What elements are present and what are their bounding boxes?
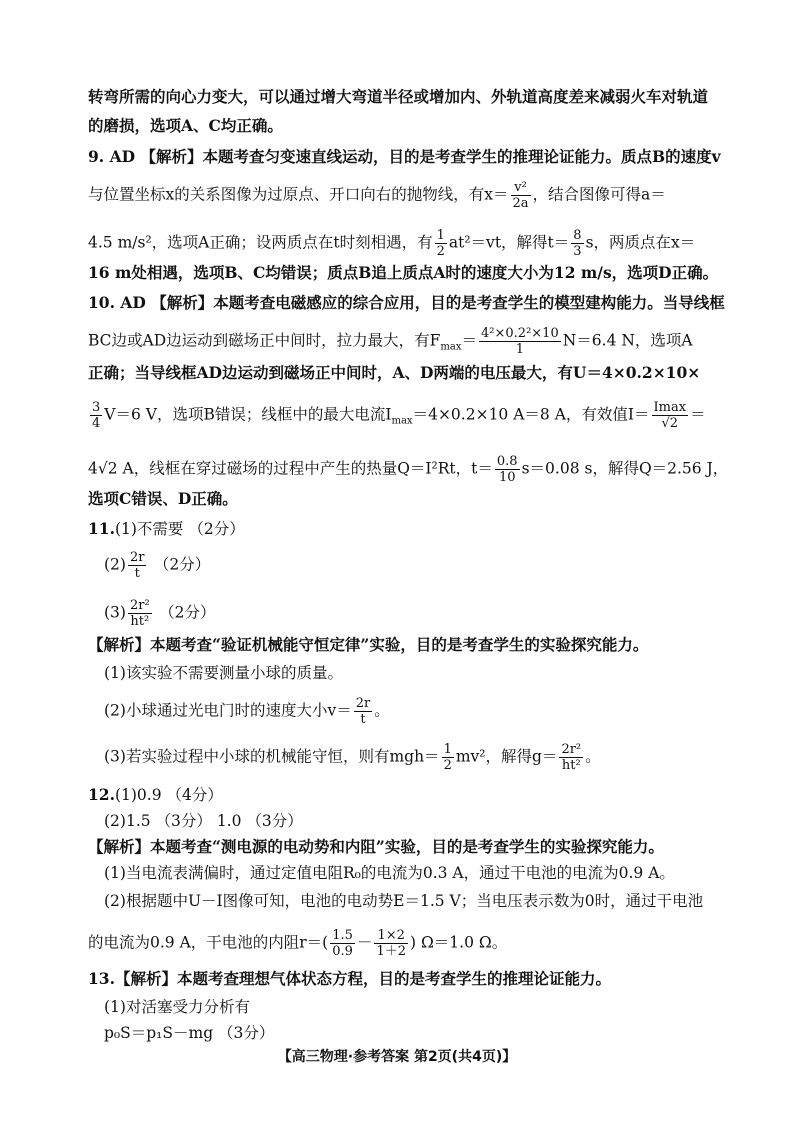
q9-number: 9. AD: [88, 147, 136, 166]
q8-line-2: 的磨损，选项A、C均正确。: [88, 116, 283, 135]
q10-line-1: 10. AD 【解析】本题考查电磁感应的综合应用，目的是考查学生的模型建构能力。当导线框: [88, 293, 725, 312]
q11-frac-g: $\frac{\text{2r²}}{\text{ht²}}$: [561, 742, 582, 773]
q12-explain-2: (2)根据题中U－I图像可知，电池的电动势E＝1.5 V；当电压表示数为0时，通过干电池: [104, 892, 704, 910]
q10-frac-force: $\frac{\text{4²×0.2²×10}}{1}$: [481, 326, 559, 357]
q12-answer-2: (2)1.5 （3分） 1.0 （3分）: [104, 812, 303, 830]
q11-explain-2: (2)小球通过光电门时的速度大小v＝ $\frac{2r}{t}$ 。: [104, 696, 390, 727]
q9-frac-8-3: $\frac{8}{3}$: [573, 228, 582, 259]
q10-number: 10. AD: [88, 293, 146, 312]
q10-line-6: 选项C错误、D正确。: [88, 489, 238, 508]
q9-frac-v2-2a: $\frac{\text{v²}}{2a}$: [512, 180, 529, 211]
q9-frac-half: $\frac{1}{2}$: [436, 228, 445, 259]
q12-explain-1: (1)当电流表满偏时，通过定值电阻R₀的电流为0.3 A，通过干电池的电流为0.9 A。: [104, 864, 675, 882]
q12-frac-2-3: $\frac{1\times 2}{1+2}$: [376, 928, 406, 959]
q11-answer-1: 11.(1)不需要 （2分）: [88, 519, 245, 538]
q11-frac-v: $\frac{2r}{t}$: [355, 696, 371, 727]
q11-frac-2r2-ht2: $\frac{\text{2r²}}{\text{ht²}}$: [129, 598, 150, 629]
q11-answer-2: (2) $\frac{2r}{t}$ （2分）: [104, 550, 211, 581]
q11-analysis: 【解析】本题考查“验证机械能守恒定律”实验，目的是考查学生的实验探究能力。: [88, 635, 649, 654]
q13-explain-2: p₀S＝p₁S－mg （3分）: [104, 1024, 275, 1042]
q9-line-4: 16 m处相遇，选项B、C均错误；质点B追上质点A时的速度大小为12 m/s，选项D正确。: [88, 263, 719, 282]
q9-line-2: 与位置坐标x的关系图像为过原点、开口向右的抛物线，有x＝ $\frac{\text{v²}}{2a}$ ，结合图像可得a＝: [88, 180, 666, 211]
q10-frac-imax-root2: $\frac{Imax}{√2}$: [653, 400, 687, 431]
q11-explain-1: (1)该实验不需要测量小球的质量。: [104, 664, 343, 682]
q9-line-3: 4.5 m/s²，选项A正确；设两质点在t时刻相遇，有 $\frac{1}{2}$ at²＝vt，解得t＝ $\frac{8}{3}$ s，两质点在x＝: [88, 228, 696, 259]
q10-analysis-tag: 【解析】: [151, 293, 214, 312]
q11-frac-2r-t: $\frac{2r}{t}$: [129, 550, 145, 581]
q10-line-3: 正确；当导线框AD边运动到磁场正中间时，A、D两端的电压最大，有U＝4×0.2×10×: [88, 363, 701, 382]
q10-line-4: $\frac{3}{4}$ V＝6 V，选项B错误；线框中的最大电流$I_{max}=4\times 0.2\times 10$ A＝8 A，有效值I＝ $\frac{Imax}{√2}$ ＝: [92, 400, 706, 431]
q10-frac-0.8-10: $\frac{0.8}{10}$: [496, 454, 518, 485]
q12-explain-3: 的电流为0.9 A，干电池的内阻r＝( $\frac{1.5}{0.9}$ － $\frac{1\times 2}{1+2}$ ) Ω＝1.0 Ω。: [88, 928, 508, 959]
q12-answer-1: 12.(1)0.9 （4分）: [88, 785, 223, 804]
q8-line-1: 转弯所需的向心力变大，可以通过增大弯道半径或增加内、外轨道高度差来减弱火车对轨道: [88, 87, 709, 106]
q9-analysis-tag: 【解析】: [140, 147, 203, 166]
q9-line-1: 9. AD 【解析】本题考查匀变速直线运动，目的是考查学生的推理论证能力。质点B的速度v: [88, 147, 721, 166]
page-footer: 【高三物理·参考答案 第2页(共4页)】: [277, 1049, 517, 1065]
q12-analysis: 【解析】本题考查“测电源的电动势和内阻”实验，目的是考查学生的实验探究能力。: [88, 837, 664, 856]
q10-line-2: BC边或AD边运动到磁场正中间时，拉力最大，有$F_{max}=$ $\frac{\text{4²×0.2²×10}}{1}$ N＝6.4 N，选项A: [88, 326, 693, 357]
q10-frac-3-4: $\frac{3}{4}$: [92, 400, 101, 431]
q10-line-5: 4√2 A，线框在穿过磁场的过程中产生的热量Q＝I²Rt，t＝ $\frac{0.8}{10}$ s＝0.08 s，解得Q＝2.56 J，: [88, 454, 729, 485]
q13-analysis: 13.【解析】本题考查理想气体状态方程，目的是考查学生的推理论证能力。: [88, 969, 611, 988]
q12-frac-1.5-0.9: $\frac{1.5}{0.9}$: [332, 928, 353, 959]
q13-explain-1: (1)对活塞受力分析有: [104, 998, 250, 1016]
q11-explain-3: (3)若实验过程中小球的机械能守恒，则有mgh＝ $\frac{1}{2}$ mv²，解得g＝ $\frac{\text{2r²}}{\text{ht²}}$ 。: [104, 742, 601, 773]
q11-frac-half: $\frac{1}{2}$: [443, 742, 452, 773]
q11-answer-3: (3) $\frac{\text{2r²}}{\text{ht²}}$ （2分）: [104, 598, 216, 629]
